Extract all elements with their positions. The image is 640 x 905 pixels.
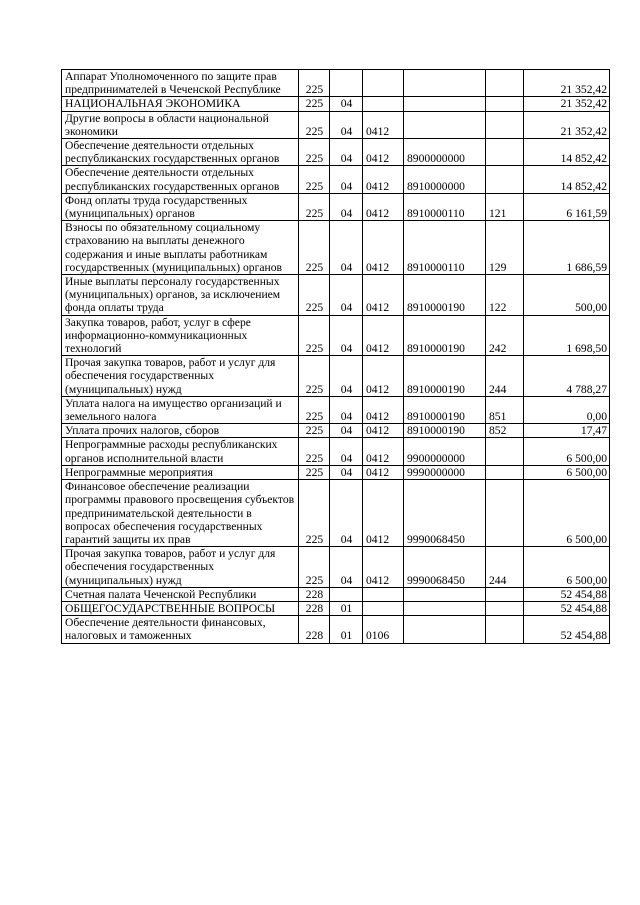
- row-name: Финансовое обеспечение реализации программы правового просвещения субъектов предпринимательской деятельности в вопросах обеспечения государственных гарантий защиты их прав: [62, 480, 299, 547]
- table-row: [62, 275, 610, 316]
- cs-code: 8910000110: [404, 193, 486, 220]
- row-name: ОБЩЕГОСУДАРСТВЕННЫЕ ВОПРОСЫ: [62, 601, 299, 615]
- rz-code: [330, 587, 363, 601]
- rz-code: 01: [330, 601, 363, 615]
- gr-code: 225: [299, 139, 330, 166]
- vr-code: [486, 438, 524, 465]
- table-row: [62, 424, 610, 438]
- pr-code: 0412: [363, 396, 404, 423]
- vr-code: 852: [486, 424, 524, 438]
- row-sum: 6 500,00: [524, 480, 610, 547]
- pr-code: 0412: [363, 315, 404, 356]
- cs-code: 8910000190: [404, 275, 486, 316]
- vr-code: 129: [486, 221, 524, 275]
- row-sum: 21 352,42: [524, 70, 610, 97]
- cs-code: [404, 97, 486, 111]
- row-sum: 6 500,00: [524, 547, 610, 588]
- row-name: Прочая закупка товаров, работ и услуг для обеспечения государственных (муниципальных) нужд: [62, 356, 299, 397]
- gr-code: 228: [299, 616, 330, 643]
- vr-code: 244: [486, 356, 524, 397]
- rz-code: 04: [330, 424, 363, 438]
- row-name: Обеспечение деятельности отдельных республиканских государственных органов: [62, 166, 299, 193]
- gr-code: 225: [299, 465, 330, 479]
- row-sum: 6 500,00: [524, 438, 610, 465]
- table-row: [62, 97, 610, 111]
- rz-code: 04: [330, 111, 363, 138]
- rz-code: 01: [330, 616, 363, 643]
- table-row: [62, 139, 610, 166]
- rz-code: 04: [330, 315, 363, 356]
- rz-code: 04: [330, 480, 363, 547]
- vr-code: 242: [486, 315, 524, 356]
- row-name: Фонд оплаты труда государственных (муниципальных) органов: [62, 193, 299, 220]
- cs-code: 9990068450: [404, 547, 486, 588]
- gr-code: 225: [299, 438, 330, 465]
- cs-code: [404, 111, 486, 138]
- table-row: [62, 587, 610, 601]
- gr-code: 225: [299, 193, 330, 220]
- vr-code: 122: [486, 275, 524, 316]
- pr-code: 0412: [363, 221, 404, 275]
- row-name: Непрограммные расходы республиканских органов исполнительной власти: [62, 438, 299, 465]
- rz-code: 04: [330, 396, 363, 423]
- vr-code: [486, 111, 524, 138]
- row-sum: 17,47: [524, 424, 610, 438]
- row-name: Уплата налога на имущество организаций и земельного налога: [62, 396, 299, 423]
- pr-code: [363, 601, 404, 615]
- cs-code: [404, 70, 486, 97]
- row-name: Закупка товаров, работ, услуг в сфере информационно-коммуникационных технологий: [62, 315, 299, 356]
- cs-code: 8910000000: [404, 166, 486, 193]
- cs-code: 8900000000: [404, 139, 486, 166]
- row-name: Прочая закупка товаров, работ и услуг для обеспечения государственных (муниципальных) нужд: [62, 547, 299, 588]
- pr-code: 0412: [363, 438, 404, 465]
- row-name: Аппарат Уполномоченного по защите прав предпринимателей в Чеченской Республике: [62, 70, 299, 97]
- pr-code: [363, 70, 404, 97]
- pr-code: 0412: [363, 424, 404, 438]
- table-row: [62, 616, 610, 643]
- cs-code: 8910000190: [404, 315, 486, 356]
- pr-code: [363, 97, 404, 111]
- vr-code: [486, 616, 524, 643]
- gr-code: 225: [299, 547, 330, 588]
- pr-code: [363, 587, 404, 601]
- row-sum: 52 454,88: [524, 601, 610, 615]
- rz-code: [330, 70, 363, 97]
- gr-code: 225: [299, 275, 330, 316]
- gr-code: 225: [299, 111, 330, 138]
- pr-code: 0412: [363, 139, 404, 166]
- row-sum: 1 698,50: [524, 315, 610, 356]
- row-name: Иные выплаты персоналу государственных (муниципальных) органов, за исключением фонда оплаты труда: [62, 275, 299, 316]
- rz-code: 04: [330, 356, 363, 397]
- cs-code: 9900000000: [404, 438, 486, 465]
- gr-code: 228: [299, 587, 330, 601]
- row-sum: 0,00: [524, 396, 610, 423]
- vr-code: 244: [486, 547, 524, 588]
- cs-code: 8910000190: [404, 424, 486, 438]
- pr-code: 0412: [363, 547, 404, 588]
- row-sum: 52 454,88: [524, 587, 610, 601]
- pr-code: 0412: [363, 166, 404, 193]
- rz-code: 04: [330, 221, 363, 275]
- row-sum: 14 852,42: [524, 139, 610, 166]
- row-sum: 52 454,88: [524, 616, 610, 643]
- vr-code: [486, 97, 524, 111]
- vr-code: [486, 480, 524, 547]
- pr-code: 0412: [363, 111, 404, 138]
- table-row: [62, 166, 610, 193]
- table-row: [62, 547, 610, 588]
- row-name: Обеспечение деятельности отдельных республиканских государственных органов: [62, 139, 299, 166]
- rz-code: 04: [330, 193, 363, 220]
- row-sum: 21 352,42: [524, 111, 610, 138]
- table-row: [62, 356, 610, 397]
- vr-code: 851: [486, 396, 524, 423]
- gr-code: 225: [299, 356, 330, 397]
- rz-code: 04: [330, 275, 363, 316]
- row-sum: 1 686,59: [524, 221, 610, 275]
- table-row: [62, 111, 610, 138]
- table-row: [62, 70, 610, 97]
- gr-code: 225: [299, 221, 330, 275]
- cs-code: 9990068450: [404, 480, 486, 547]
- vr-code: [486, 465, 524, 479]
- table-row: [62, 480, 610, 547]
- table-row: [62, 315, 610, 356]
- row-sum: 14 852,42: [524, 166, 610, 193]
- gr-code: 228: [299, 601, 330, 615]
- cs-code: [404, 616, 486, 643]
- cs-code: [404, 587, 486, 601]
- budget-table-body: [62, 70, 610, 644]
- rz-code: 04: [330, 465, 363, 479]
- rz-code: 04: [330, 166, 363, 193]
- row-name: Обеспечение деятельности финансовых, налоговых и таможенных: [62, 616, 299, 643]
- rz-code: 04: [330, 547, 363, 588]
- row-sum: 6 161,59: [524, 193, 610, 220]
- gr-code: 225: [299, 480, 330, 547]
- pr-code: 0412: [363, 356, 404, 397]
- gr-code: 225: [299, 424, 330, 438]
- gr-code: 225: [299, 166, 330, 193]
- row-name: Счетная палата Чеченской Республики: [62, 587, 299, 601]
- gr-code: 225: [299, 396, 330, 423]
- vr-code: [486, 601, 524, 615]
- rz-code: 04: [330, 139, 363, 166]
- table-row: [62, 396, 610, 423]
- row-name: Взносы по обязательному социальному страхованию на выплаты денежного содержания и иные выплаты работникам государственных (муниципальных) органов: [62, 221, 299, 275]
- table-row: [62, 221, 610, 275]
- gr-code: 225: [299, 97, 330, 111]
- row-name: Другие вопросы в области национальной экономики: [62, 111, 299, 138]
- pr-code: 0412: [363, 465, 404, 479]
- vr-code: [486, 70, 524, 97]
- cs-code: 8910000190: [404, 396, 486, 423]
- vr-code: [486, 587, 524, 601]
- pr-code: 0412: [363, 275, 404, 316]
- row-name: Непрограммные мероприятия: [62, 465, 299, 479]
- gr-code: 225: [299, 70, 330, 97]
- row-sum: 4 788,27: [524, 356, 610, 397]
- rz-code: 04: [330, 97, 363, 111]
- table-row: [62, 438, 610, 465]
- table-row: [62, 465, 610, 479]
- cs-code: [404, 601, 486, 615]
- vr-code: 121: [486, 193, 524, 220]
- row-name: Уплата прочих налогов, сборов: [62, 424, 299, 438]
- pr-code: 0412: [363, 193, 404, 220]
- cs-code: 9990000000: [404, 465, 486, 479]
- row-sum: 500,00: [524, 275, 610, 316]
- row-sum: 6 500,00: [524, 465, 610, 479]
- pr-code: 0106: [363, 616, 404, 643]
- rz-code: 04: [330, 438, 363, 465]
- budget-table: [61, 69, 610, 644]
- cs-code: 8910000110: [404, 221, 486, 275]
- table-row: [62, 601, 610, 615]
- pr-code: 0412: [363, 480, 404, 547]
- gr-code: 225: [299, 315, 330, 356]
- row-sum: 21 352,42: [524, 97, 610, 111]
- vr-code: [486, 166, 524, 193]
- cs-code: 8910000190: [404, 356, 486, 397]
- table-row: [62, 193, 610, 220]
- row-name: НАЦИОНАЛЬНАЯ ЭКОНОМИКА: [62, 97, 299, 111]
- vr-code: [486, 139, 524, 166]
